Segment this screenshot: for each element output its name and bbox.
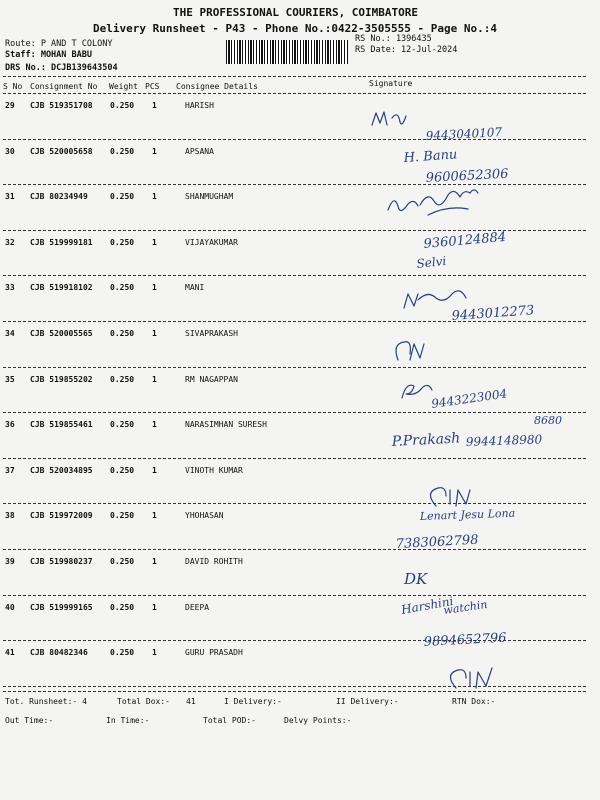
signature-32-name: Selvi bbox=[415, 253, 447, 271]
company-title: THE PROFESSIONAL COURIERS, COIMBATORE bbox=[173, 6, 419, 19]
row-pcs: 1 bbox=[152, 511, 157, 521]
signature-38-name: Lenart Jesu Lona bbox=[419, 506, 516, 523]
signature-scribble-37 bbox=[430, 488, 470, 506]
row-sno: 37 bbox=[5, 465, 15, 475]
row-sno: 39 bbox=[5, 557, 15, 566]
row-consignment-no: CJB 519999181 bbox=[30, 237, 93, 247]
row-sno: 32 bbox=[5, 237, 15, 247]
row-weight: 0.250 bbox=[110, 648, 135, 658]
row-consignment-no: CJB 519918102 bbox=[30, 283, 93, 293]
signature-35-phone: 9443223004 bbox=[430, 386, 509, 411]
row-consignee: DEEPA bbox=[185, 602, 210, 612]
row-consignee: DAVID ROHITH bbox=[185, 557, 243, 566]
row-weight: 0.250 bbox=[110, 146, 135, 156]
row-sno: 36 bbox=[5, 420, 15, 430]
row-consignment-no: CJB 519855461 bbox=[30, 420, 93, 430]
row-sno: 35 bbox=[5, 374, 15, 384]
row-consignment-no: CJB 519855202 bbox=[30, 374, 93, 384]
row-consignee: SHANMUGHAM bbox=[185, 192, 234, 202]
row-pcs: 1 bbox=[152, 557, 157, 566]
total-dox-value: 41 bbox=[186, 697, 196, 706]
route-label: Route: P AND T COLONY bbox=[5, 39, 113, 49]
signature-30-phone: 9600652306 bbox=[425, 166, 509, 186]
row-sno: 33 bbox=[5, 283, 15, 293]
row-consignment-no: CJB 519980237 bbox=[30, 557, 93, 566]
rtn-dox: RTN Dox:- bbox=[452, 697, 496, 706]
tot-runsheet: Tot. Runsheet:- 4 bbox=[5, 697, 87, 706]
row-weight: 0.250 bbox=[110, 283, 135, 293]
row-consignee: VINOTH KUMAR bbox=[185, 465, 243, 475]
row-consignment-no: CJB 519972009 bbox=[30, 511, 93, 521]
total-pod: Total POD:- bbox=[203, 716, 256, 725]
signature-33-phone: 9443012273 bbox=[451, 303, 535, 324]
out-time: Out Time:- bbox=[5, 716, 54, 725]
col-sno: S No bbox=[3, 82, 23, 91]
signature-32-phone: 9360124884 bbox=[423, 229, 507, 252]
signature-36-name: P.Prakash bbox=[391, 430, 461, 450]
row-weight: 0.250 bbox=[110, 329, 135, 338]
i-delivery: I Delivery:- bbox=[224, 697, 282, 706]
row-weight: 0.250 bbox=[110, 557, 135, 566]
row-consignee: GURU PRASADH bbox=[185, 648, 243, 658]
total-dox-label: Total Dox:- bbox=[117, 697, 170, 706]
signature-scribble-41 bbox=[450, 668, 492, 688]
col-pcs: PCS bbox=[145, 82, 160, 91]
row-consignment-no: CJB 80482346 bbox=[30, 648, 88, 658]
rs-date: RS Date: 12-Jul-2024 bbox=[355, 45, 458, 55]
row-consignee: YHOHASAN bbox=[185, 511, 224, 521]
signature-scribble-33 bbox=[404, 291, 466, 308]
row-consignment-no: CJB 519999165 bbox=[30, 602, 93, 612]
row-consignment-no: CJB 520005658 bbox=[30, 146, 93, 156]
rs-number: RS No.: 1396435 bbox=[355, 34, 432, 44]
row-weight: 0.250 bbox=[110, 511, 135, 521]
signature-scribble-34 bbox=[396, 342, 424, 360]
row-weight: 0.250 bbox=[110, 237, 135, 247]
row-consignee: MANI bbox=[185, 283, 205, 293]
col-weight: Weight bbox=[109, 82, 138, 91]
row-pcs: 1 bbox=[152, 283, 157, 293]
row-pcs: 1 bbox=[152, 192, 157, 202]
staff-label: Staff: MOHAN BABU bbox=[5, 50, 92, 60]
signature-40-name: Harshini bbox=[400, 594, 455, 617]
row-sno: 38 bbox=[5, 511, 15, 521]
signature-30-name: H. Banu bbox=[403, 147, 458, 166]
row-sno: 29 bbox=[5, 101, 15, 110]
row-weight: 0.250 bbox=[110, 101, 135, 110]
row-consignment-no: CJB 520005565 bbox=[30, 329, 93, 338]
signature-scribble-29 bbox=[372, 112, 406, 125]
row-sno: 30 bbox=[5, 146, 15, 156]
row-consignee: NARASIMHAN SURESH bbox=[185, 420, 267, 430]
signature-40-phone: 9894652796 bbox=[423, 630, 507, 650]
row-sno: 40 bbox=[5, 602, 15, 612]
row-consignee: VIJAYAKUMAR bbox=[185, 237, 238, 247]
row-pcs: 1 bbox=[152, 465, 157, 475]
signature-36-phone: 9944148980 bbox=[465, 432, 543, 449]
signature-39-initials: DK bbox=[404, 570, 428, 588]
signature-40-note: watchin bbox=[442, 597, 489, 617]
col-consignment: Consignment No bbox=[30, 82, 98, 91]
row-consignment-no: CJB 80234949 bbox=[30, 192, 88, 202]
row-pcs: 1 bbox=[152, 146, 157, 156]
runsheet-title: Delivery Runsheet - P43 - Phone No.:0422-3505555 - Page No.:4 bbox=[93, 22, 497, 35]
row-weight: 0.250 bbox=[110, 465, 135, 475]
footer-rule bbox=[3, 691, 586, 692]
delvy-points: Delvy Points:- bbox=[284, 716, 352, 725]
col-consignee: Consignee Details bbox=[176, 82, 258, 91]
row-pcs: 1 bbox=[152, 329, 157, 338]
signature-29-phone: 9443040107 bbox=[425, 125, 503, 143]
signature-scribble-35 bbox=[402, 385, 432, 398]
row-pcs: 1 bbox=[152, 374, 157, 384]
row-sno: 34 bbox=[5, 329, 15, 338]
row-weight: 0.250 bbox=[110, 192, 135, 202]
row-pcs: 1 bbox=[152, 420, 157, 430]
row-consignment-no: CJB 519351708 bbox=[30, 101, 93, 110]
row-consignee: HARISH bbox=[185, 101, 214, 110]
row-consignee: APSANA bbox=[185, 146, 214, 156]
ii-delivery: II Delivery:- bbox=[336, 697, 399, 706]
row-pcs: 1 bbox=[152, 237, 157, 247]
signature-scribble-31 bbox=[388, 190, 478, 215]
row-pcs: 1 bbox=[152, 648, 157, 658]
signature-36-note: 8680 bbox=[534, 414, 562, 427]
row-sno: 41 bbox=[5, 648, 15, 658]
row-weight: 0.250 bbox=[110, 602, 135, 612]
drs-label: DRS No.: DCJB139643504 bbox=[5, 63, 118, 73]
row-weight: 0.250 bbox=[110, 420, 135, 430]
col-signature: Signature bbox=[369, 79, 413, 88]
row-sno: 31 bbox=[5, 192, 15, 202]
row-weight: 0.250 bbox=[110, 374, 135, 384]
row-pcs: 1 bbox=[152, 101, 157, 110]
row-consignee: RM NAGAPPAN bbox=[185, 374, 238, 384]
signature-38-phone: 7383062798 bbox=[395, 532, 479, 552]
row-consignee: SIVAPRAKASH bbox=[185, 329, 238, 338]
row-consignment-no: CJB 520034895 bbox=[30, 465, 93, 475]
row-pcs: 1 bbox=[152, 602, 157, 612]
in-time: In Time:- bbox=[106, 716, 150, 725]
